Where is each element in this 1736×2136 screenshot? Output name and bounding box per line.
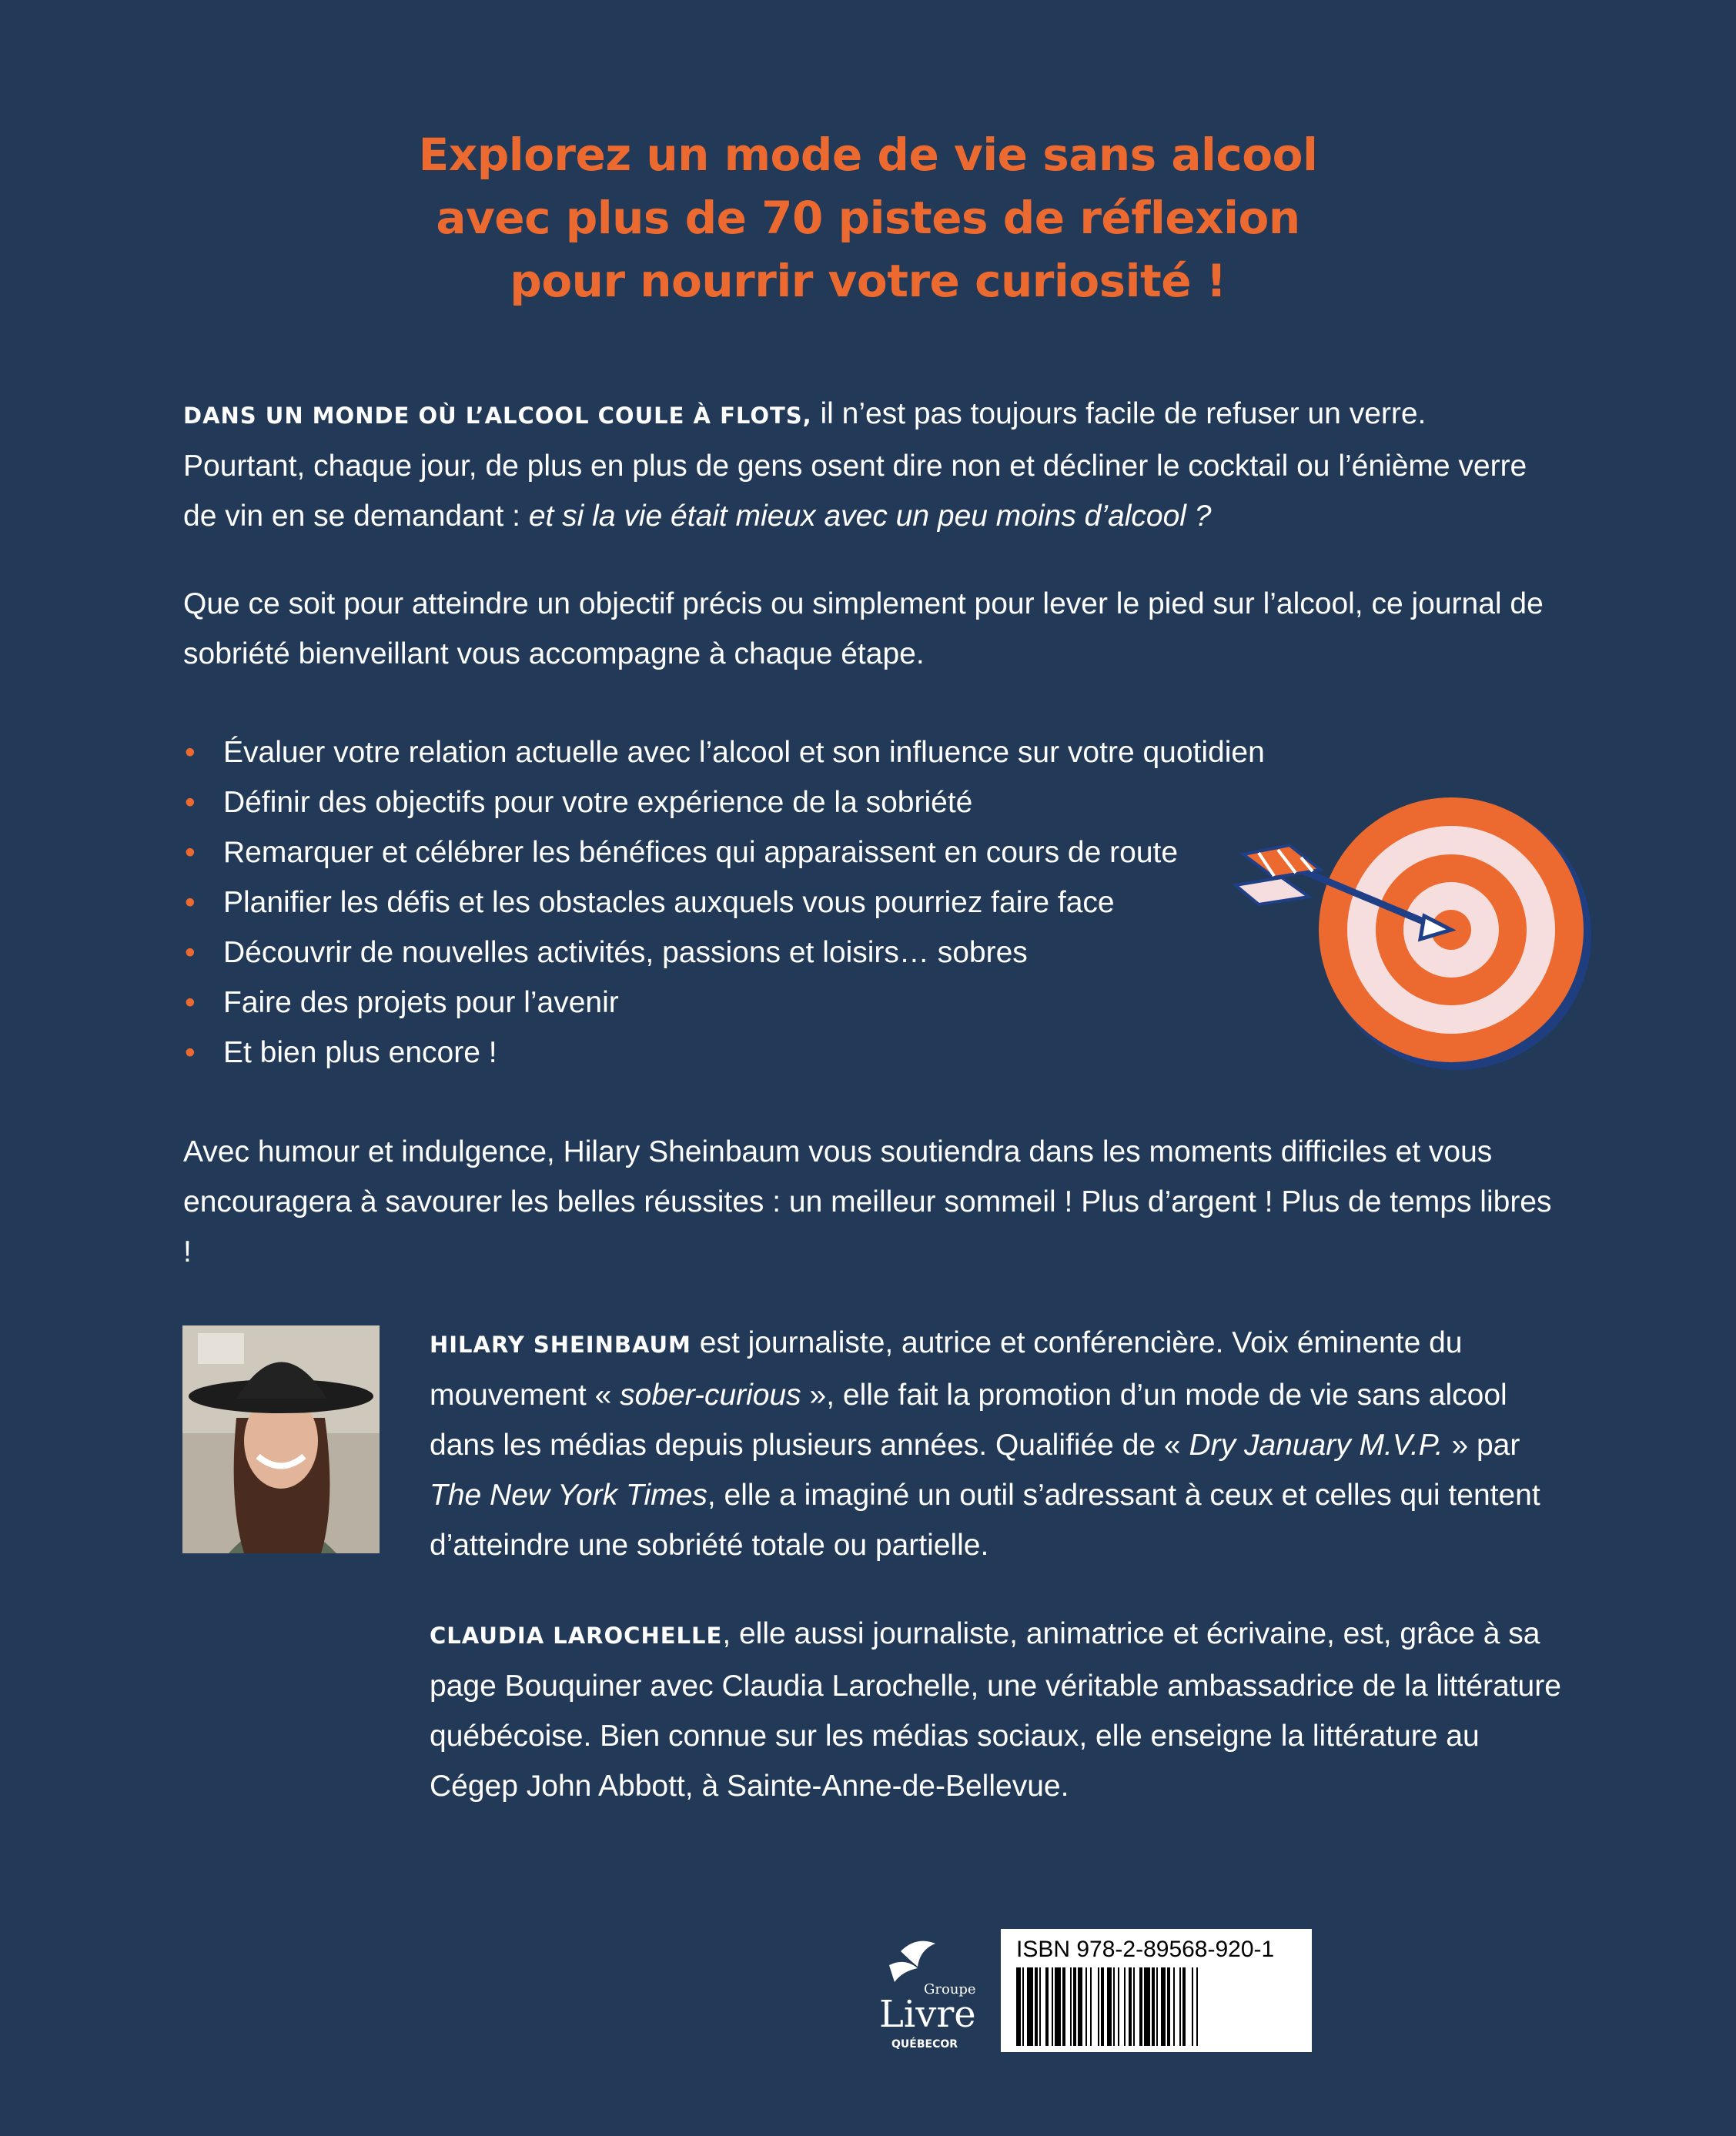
list-item: • Faire des projets pour l’avenir xyxy=(183,978,1299,1028)
bullet-dot-icon: • xyxy=(185,786,196,819)
list-item: • Et bien plus encore ! xyxy=(183,1028,1299,1078)
barcode xyxy=(1001,1929,1312,2052)
headline-line-3: pour nourrir votre curiosité ! xyxy=(510,255,1226,307)
logo-groupe: Groupe xyxy=(924,1981,976,1997)
headline-line-1: Explorez un mode de vie sans alcool xyxy=(418,129,1318,181)
list-item: • Définir des objectifs pour votre expérience de la sobriété xyxy=(183,777,1299,827)
intro-text: il n’est pas toujours facile de refuser un verre. Pourtant, chaque jour, de plus en plus de gens osent dire non et décliner le cocktail ou l’énième verre de vin en se demandant : xyxy=(183,397,1527,533)
intro-paragraph xyxy=(183,389,1554,541)
intro-question: et si la vie était mieux avec un peu moins d’alcool ? xyxy=(528,500,1212,533)
headline xyxy=(0,123,1736,313)
headline-line-2: avec plus de 70 pistes de réflexion xyxy=(436,192,1300,244)
list-item: • Planifier les défis et les obstacles auxquels vous pourriez faire face xyxy=(183,877,1299,928)
paragraph-journal: Que ce soit pour atteindre un objectif précis ou simplement pour lever le pied sur l’alcool, ce journal de sobriété bienveillant vous accompagne à chaque étape. xyxy=(183,587,1544,670)
bullet-dot-icon: • xyxy=(185,836,196,869)
benefits-list xyxy=(183,727,1299,1078)
bullet-dot-icon: • xyxy=(185,886,196,919)
logo-quebecor: QUÉBECOR xyxy=(891,2038,958,2051)
author-name-hilary: HILARY SHEINBAUM xyxy=(430,1332,691,1358)
bio-hilary: HILARY SHEINBAUM est journaliste, autrice et conférencière. Voix éminente du mouvement « sober-curious », elle fait la promotion d’un mode de vie sans alcool dans les médias depuis plusieurs années. Qualifiée de « Dry January M.V.P. » par The New York Times, elle a imaginé un outil s’adressant à ceux et celles qui tentent d’atteindre une sobriété totale ou partielle. xyxy=(430,1326,1540,1562)
bullet-dot-icon: • xyxy=(185,736,196,769)
isbn-number: ISBN 978-2-89568-920-1 xyxy=(1016,1937,1275,1962)
bio-claudia: CLAUDIA LAROCHELLE, elle aussi journaliste, animatrice et écrivaine, est, grâce à sa page Bouquiner avec Claudia Larochelle, une véritable ambassadrice de la littérature québécoise. Bien connue sur les médias sociaux, elle enseigne la littérature au Cégep John Abbott, à Sainte-Anne-de-Bellevue. xyxy=(430,1617,1561,1803)
list-item: • Évaluer votre relation actuelle avec l’alcool et son influence sur votre quotidien xyxy=(183,727,1299,777)
bullet-dot-icon: • xyxy=(185,1036,196,1069)
author-name-claudia: CLAUDIA LAROCHELLE xyxy=(430,1623,723,1649)
logo-livre: Livre xyxy=(879,1993,976,2036)
publisher-logo xyxy=(847,1936,978,2067)
target-arrow-icon xyxy=(1228,793,1628,1132)
barcode-bars xyxy=(1016,1967,1296,2046)
intro-lead: DANS UN MONDE OÙ L’ALCOOL COULE À FLOTS, xyxy=(183,403,812,429)
bullet-dot-icon: • xyxy=(185,986,196,1019)
list-item: • Remarquer et célébrer les bénéfices qui apparaissent en cours de route xyxy=(183,827,1299,877)
bullet-dot-icon: • xyxy=(185,936,196,969)
list-item: • Découvrir de nouvelles activités, passions et loisirs… sobres xyxy=(183,928,1299,978)
paragraph-humour: Avec humour et indulgence, Hilary Sheinbaum vous soutiendra dans les moments difficiles et vous encouragera à savourer les belles réussites : un meilleur sommeil ! Plus d’argent ! Plus de temps libres ! xyxy=(183,1135,1552,1269)
author-portrait-icon xyxy=(182,1325,380,1553)
author-photo xyxy=(182,1325,380,1553)
